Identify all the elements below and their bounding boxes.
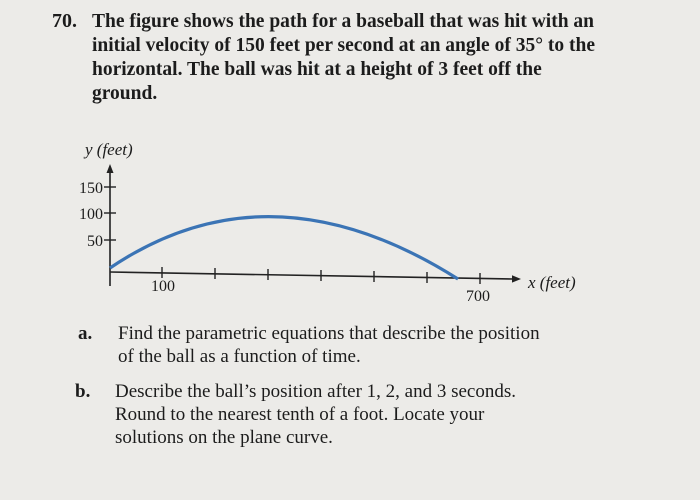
problem-number: 70.	[52, 10, 77, 32]
part-a-text	[118, 322, 540, 368]
x-tick-label: 100	[151, 278, 175, 295]
statement-line: horizontal. The ball was hit at a height of 3 feet off the	[92, 59, 542, 80]
part-b-line: Describe the ball’s position after 1, 2, and 3 seconds.	[115, 381, 517, 402]
statement-line: The figure shows the path for a baseball that was hit with an	[92, 11, 595, 32]
y-axis-label: y (feet)	[85, 140, 133, 159]
part-b-line: solutions on the plane curve.	[115, 427, 333, 448]
y-tick-label: 150	[79, 180, 103, 197]
part-a-line: Find the parametric equations that describe the position	[118, 323, 540, 344]
y-axis-arrow-icon	[107, 164, 114, 173]
statement-line: ground.	[92, 83, 158, 104]
x-tick-label: 700	[466, 288, 490, 305]
y-tick-label: 100	[79, 206, 103, 223]
part-b-text	[115, 380, 516, 449]
part-b-line: Round to the nearest tenth of a foot. Locate your	[115, 404, 485, 425]
x-axis-label: x (feet)	[528, 273, 576, 292]
y-tick-label: 50	[87, 233, 103, 250]
statement-line: initial velocity of 150 feet per second at an angle of 35° to the	[92, 35, 595, 56]
part-b-label: b.	[75, 381, 91, 402]
part-a-label: a.	[78, 323, 93, 344]
x-axis-arrow-icon	[512, 275, 521, 282]
part-a-line: of the ball as a function of time.	[118, 346, 361, 367]
